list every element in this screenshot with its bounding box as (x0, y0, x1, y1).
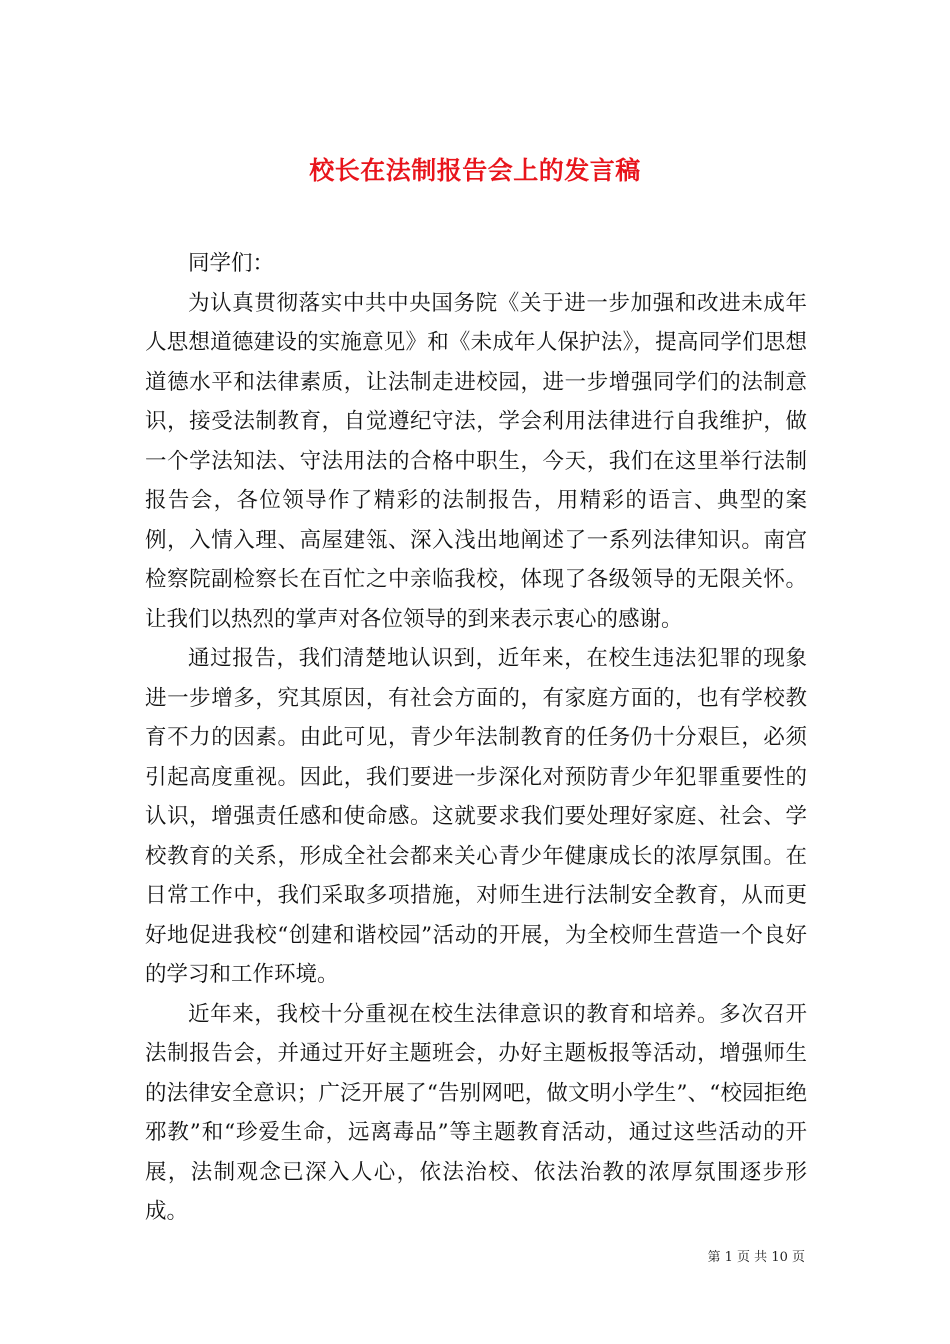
paragraph-1: 为认真贯彻落实中共中央国务院《关于进一步加强和改进未成年人思想道德建设的实施意见》和《未成年人保护法》，提高同学们思想道德水平和法律素质，让法制走进校园，进一步增强同学们的法制意识，接受法制教育，自觉遵纪守法，学会利用法律进行自我维护，做一个学法知法、守法用法的合格中职生，今天，我们在这里举行法制报告会，各位领导作了精彩的法制报告，用精彩的语言、典型的案例，入情入理、高屋建瓴、深入浅出地阐述了一系列法律知识。南宫检察院副检察长在百忙之中亲临我校，体现了各级领导的无限关怀。让我们以热烈的掌声对各位领导的到来表示衷心的感谢。 (145, 290, 807, 632)
salutation: 同学们： (188, 251, 275, 276)
page-number: 第 1 页 共 10 页 (707, 1250, 805, 1265)
paragraph-2: 通过报告，我们清楚地认识到，近年来，在校生违法犯罪的现象进一步增多，究其原因，有社会方面的，有家庭方面的，也有学校教育不力的因素。由此可见，青少年法制教育的任务仍十分艰巨，必须引起高度重视。因此，我们要进一步深化对预防青少年犯罪重要性的认识，增强责任感和使命感。这就要求我们要处理好家庭、社会、学校教育的关系，形成全社会都来关心青少年健康成长的浓厚氛围。在日常工作中，我们采取多项措施，对师生进行法制安全教育，从而更好地促进我校“创建和谐校园”活动的开展，为全校师生营造一个良好的学习和工作环境。 (145, 646, 807, 987)
document-body (145, 244, 807, 1232)
paragraph-3: 近年来，我校十分重视在校生法律意识的教育和培养。多次召开法制报告会，并通过开好主题班会，办好主题板报等活动，增强师生的法律安全意识；广泛开展了“告别网吧，做文明小学生”、“校园拒绝邪教”和“珍爱生命，远离毒品”等主题教育活动，通过这些活动的开展，法制观念已深入人心，依法治校、依法治教的浓厚氛围逐步形成。 (145, 1001, 807, 1224)
document-title: 校长在法制报告会上的发言稿 (309, 155, 641, 185)
